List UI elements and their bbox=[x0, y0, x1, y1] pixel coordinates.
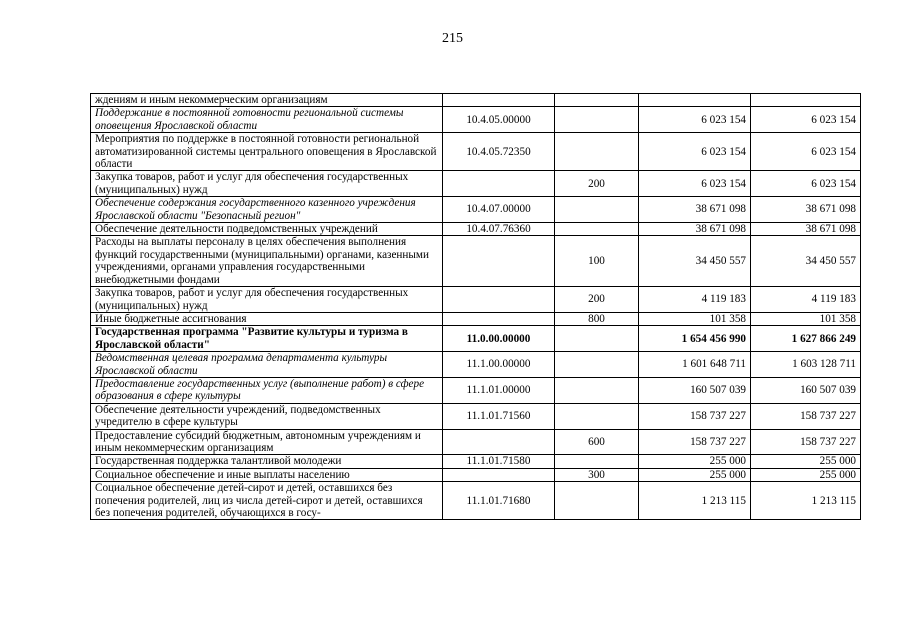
row-sum-year1-cell: 158 737 227 bbox=[639, 429, 751, 455]
row-sum-year1-cell: 38 671 098 bbox=[639, 197, 751, 223]
table-row bbox=[91, 468, 861, 481]
row-expense-type-cell bbox=[555, 455, 639, 468]
row-code-cell: 11.1.01.71580 bbox=[443, 455, 555, 468]
row-name-cell: Обеспечение деятельности учреждений, подведомственных учредителю в сфере культуры bbox=[91, 403, 443, 429]
row-name-cell: Мероприятия по поддержке в постоянной готовности региональной автоматизированной системы центрального оповещения в Ярославской области bbox=[91, 133, 443, 171]
row-name-cell: Социальное обеспечение и иные выплаты населению bbox=[91, 468, 443, 481]
row-expense-type-cell bbox=[555, 94, 639, 107]
row-sum-year2-cell: 6 023 154 bbox=[751, 171, 861, 197]
table-row bbox=[91, 171, 861, 197]
row-name-cell: Закупка товаров, работ и услуг для обеспечения государственных (муниципальных) нужд bbox=[91, 171, 443, 197]
row-code-cell bbox=[443, 287, 555, 313]
row-name-cell: Обеспечение деятельности подведомственных учреждений bbox=[91, 223, 443, 236]
row-code-cell: 11.0.00.00000 bbox=[443, 326, 555, 352]
table-row bbox=[91, 236, 861, 287]
row-name-cell: ждениям и иным некоммерческим организациям bbox=[91, 94, 443, 107]
row-expense-type-cell: 200 bbox=[555, 287, 639, 313]
table-row bbox=[91, 94, 861, 107]
row-sum-year1-cell: 34 450 557 bbox=[639, 236, 751, 287]
row-code-cell: 10.4.07.76360 bbox=[443, 223, 555, 236]
row-code-cell: 11.1.01.00000 bbox=[443, 377, 555, 403]
row-sum-year1-cell: 6 023 154 bbox=[639, 171, 751, 197]
row-code-cell: 11.1.01.71560 bbox=[443, 403, 555, 429]
row-sum-year1-cell: 38 671 098 bbox=[639, 223, 751, 236]
table-row bbox=[91, 455, 861, 468]
table-row bbox=[91, 326, 861, 352]
row-expense-type-cell bbox=[555, 482, 639, 520]
row-expense-type-cell: 300 bbox=[555, 468, 639, 481]
row-expense-type-cell bbox=[555, 197, 639, 223]
row-name-cell: Предоставление государственных услуг (выполнение работ) в сфере образования в сфере культуры bbox=[91, 377, 443, 403]
row-sum-year1-cell: 160 507 039 bbox=[639, 377, 751, 403]
row-sum-year1-cell: 101 358 bbox=[639, 312, 751, 325]
row-code-cell bbox=[443, 94, 555, 107]
row-code-cell bbox=[443, 171, 555, 197]
budget-table bbox=[90, 93, 861, 520]
row-sum-year2-cell: 1 213 115 bbox=[751, 482, 861, 520]
row-sum-year2-cell: 6 023 154 bbox=[751, 107, 861, 133]
row-expense-type-cell: 800 bbox=[555, 312, 639, 325]
row-name-cell: Предоставление субсидий бюджетным, автономным учреждениям и иным некоммерческим организациям bbox=[91, 429, 443, 455]
row-code-cell: 10.4.07.00000 bbox=[443, 197, 555, 223]
row-name-cell: Поддержание в постоянной готовности региональной системы оповещения Ярославской области bbox=[91, 107, 443, 133]
row-expense-type-cell bbox=[555, 133, 639, 171]
row-sum-year1-cell: 1 601 648 711 bbox=[639, 352, 751, 378]
table-row bbox=[91, 197, 861, 223]
row-sum-year2-cell: 38 671 098 bbox=[751, 197, 861, 223]
row-sum-year1-cell: 6 023 154 bbox=[639, 107, 751, 133]
row-sum-year2-cell: 255 000 bbox=[751, 455, 861, 468]
table-row bbox=[91, 107, 861, 133]
row-sum-year2-cell: 34 450 557 bbox=[751, 236, 861, 287]
row-code-cell: 10.4.05.00000 bbox=[443, 107, 555, 133]
table-row bbox=[91, 482, 861, 520]
row-sum-year2-cell: 4 119 183 bbox=[751, 287, 861, 313]
table-row bbox=[91, 312, 861, 325]
row-expense-type-cell bbox=[555, 107, 639, 133]
row-code-cell bbox=[443, 312, 555, 325]
table-row bbox=[91, 429, 861, 455]
row-sum-year1-cell: 255 000 bbox=[639, 455, 751, 468]
row-sum-year2-cell: 160 507 039 bbox=[751, 377, 861, 403]
row-expense-type-cell bbox=[555, 403, 639, 429]
row-expense-type-cell: 600 bbox=[555, 429, 639, 455]
row-sum-year1-cell: 4 119 183 bbox=[639, 287, 751, 313]
row-sum-year2-cell: 158 737 227 bbox=[751, 403, 861, 429]
row-sum-year1-cell: 255 000 bbox=[639, 468, 751, 481]
row-sum-year2-cell: 1 603 128 711 bbox=[751, 352, 861, 378]
row-name-cell: Расходы на выплаты персоналу в целях обеспечения выполнения функций государственными (муниципальными) органами, казенными учреждениями, органами управления государственными внебюджетными фондами bbox=[91, 236, 443, 287]
row-name-cell: Ведомственная целевая программа департамента культуры Ярославской области bbox=[91, 352, 443, 378]
table-row bbox=[91, 287, 861, 313]
row-sum-year2-cell: 255 000 bbox=[751, 468, 861, 481]
page-number: 215 bbox=[442, 31, 463, 46]
row-expense-type-cell bbox=[555, 377, 639, 403]
row-expense-type-cell bbox=[555, 223, 639, 236]
row-sum-year1-cell bbox=[639, 94, 751, 107]
row-expense-type-cell: 100 bbox=[555, 236, 639, 287]
row-sum-year2-cell: 38 671 098 bbox=[751, 223, 861, 236]
table-row bbox=[91, 377, 861, 403]
row-sum-year1-cell: 1 654 456 990 bbox=[639, 326, 751, 352]
row-expense-type-cell bbox=[555, 326, 639, 352]
row-sum-year2-cell: 101 358 bbox=[751, 312, 861, 325]
row-sum-year1-cell: 6 023 154 bbox=[639, 133, 751, 171]
table-row bbox=[91, 403, 861, 429]
row-sum-year2-cell: 158 737 227 bbox=[751, 429, 861, 455]
row-sum-year1-cell: 1 213 115 bbox=[639, 482, 751, 520]
row-expense-type-cell: 200 bbox=[555, 171, 639, 197]
row-name-cell: Государственная поддержка талантливой молодежи bbox=[91, 455, 443, 468]
row-sum-year1-cell: 158 737 227 bbox=[639, 403, 751, 429]
row-expense-type-cell bbox=[555, 352, 639, 378]
row-code-cell bbox=[443, 468, 555, 481]
row-name-cell: Социальное обеспечение детей-сирот и детей, оставшихся без попечения родителей, лиц из числа детей-сирот и детей, оставшихся без попечения родителей, обучающихся в госу- bbox=[91, 482, 443, 520]
budget-table-body bbox=[91, 94, 861, 520]
row-name-cell: Закупка товаров, работ и услуг для обеспечения государственных (муниципальных) нужд bbox=[91, 287, 443, 313]
row-name-cell: Иные бюджетные ассигнования bbox=[91, 312, 443, 325]
row-name-cell: Государственная программа "Развитие культуры и туризма в Ярославской области" bbox=[91, 326, 443, 352]
row-code-cell: 11.1.01.71680 bbox=[443, 482, 555, 520]
row-code-cell: 10.4.05.72350 bbox=[443, 133, 555, 171]
row-sum-year2-cell: 6 023 154 bbox=[751, 133, 861, 171]
row-sum-year2-cell bbox=[751, 94, 861, 107]
table-row bbox=[91, 352, 861, 378]
row-code-cell: 11.1.00.00000 bbox=[443, 352, 555, 378]
row-sum-year2-cell: 1 627 866 249 bbox=[751, 326, 861, 352]
row-code-cell bbox=[443, 236, 555, 287]
row-name-cell: Обеспечение содержания государственного казенного учреждения Ярославской области "Безопасный регион" bbox=[91, 197, 443, 223]
table-row bbox=[91, 133, 861, 171]
table-row bbox=[91, 223, 861, 236]
row-code-cell bbox=[443, 429, 555, 455]
